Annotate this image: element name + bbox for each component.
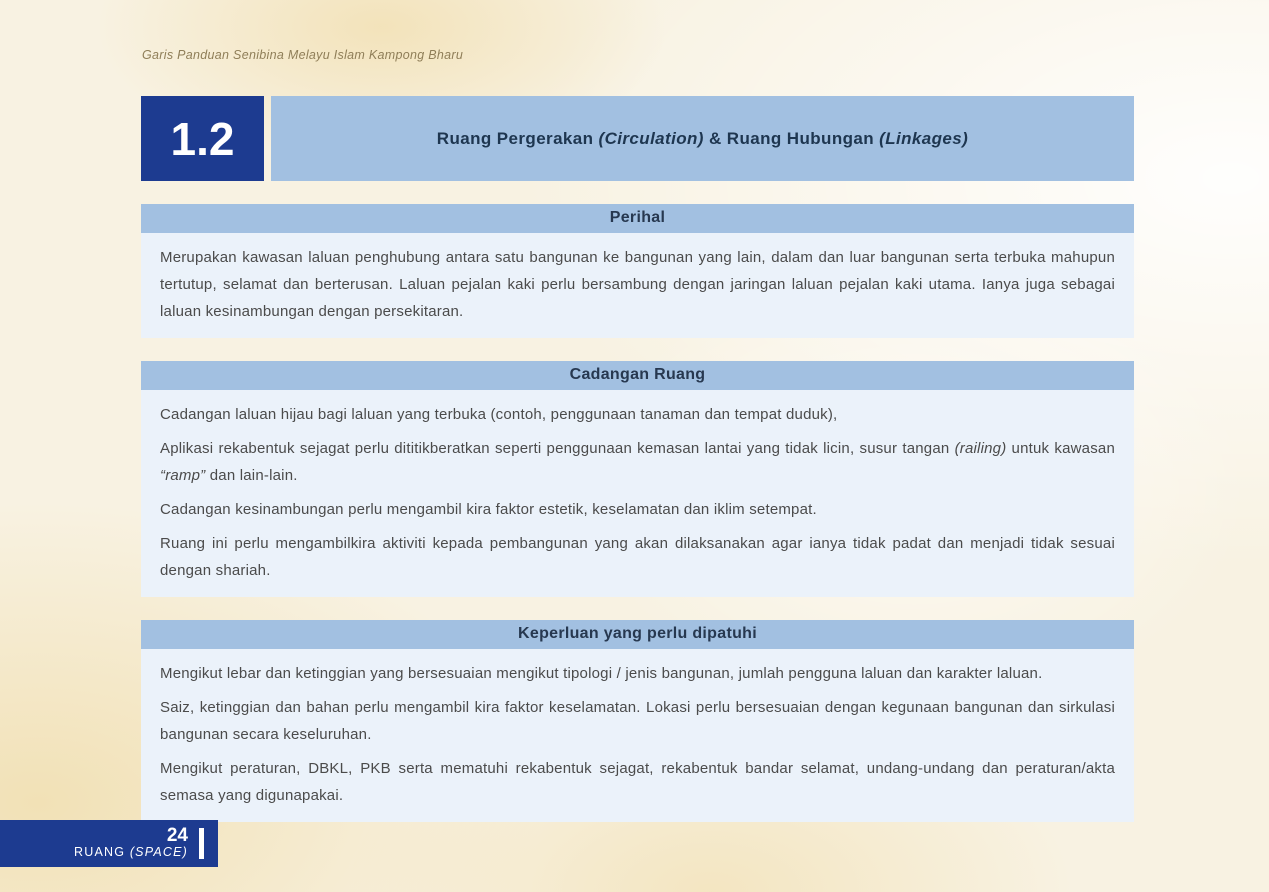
section-heading: Cadangan Ruang bbox=[141, 361, 1134, 390]
paragraph: Aplikasi rekabentuk sejagat perlu dititikberatkan seperti penggunaan kemasan lantai yang tidak licin, susur tangan (railing) untuk kawasan “ramp” dan lain-lain. bbox=[160, 440, 1116, 484]
footer-section-label: RUANG (SPACE) bbox=[73, 845, 188, 859]
running-header: Garis Panduan Senibina Melayu Islam Kampong Bharu bbox=[142, 48, 464, 62]
paragraph: Cadangan kesinambungan perlu mengambil kira faktor estetik, keselamatan dan iklim setempat. bbox=[160, 501, 817, 518]
page-footer bbox=[0, 820, 218, 867]
footer-text bbox=[74, 827, 188, 860]
section-body bbox=[141, 390, 1134, 597]
paragraph: Ruang ini perlu mengambilkira aktiviti kepada pembangunan yang akan dilaksanakan agar ianya tidak padat dan menjadi tidak sesuai dengan shariah. bbox=[160, 535, 1115, 579]
section-number: 1.2 bbox=[170, 112, 235, 165]
section-cadangan-ruang bbox=[141, 361, 1134, 597]
section-heading: Keperluan yang perlu dipatuhi bbox=[141, 620, 1134, 649]
section-number-box bbox=[141, 96, 264, 181]
section-title-text: Ruang Pergerakan (Circulation) & Ruang Hubungan (Linkages) bbox=[436, 128, 969, 148]
section-title-row bbox=[141, 96, 1134, 181]
section-body bbox=[141, 233, 1134, 338]
paragraph: Mengikut peraturan, DBKL, PKB serta mematuhi rekabentuk sejagat, rekabentuk bandar selamat, undang-undang dan peraturan/akta semasa yang digunapakai. bbox=[160, 760, 1115, 804]
section-title-bar bbox=[271, 96, 1134, 181]
page-content bbox=[141, 96, 1134, 822]
paragraph: Mengikut lebar dan ketinggian yang bersesuaian mengikut tipologi / jenis bangunan, jumlah pengguna laluan dan karakter laluan. bbox=[160, 665, 1043, 682]
section-perihal bbox=[141, 204, 1134, 338]
paragraph: Saiz, ketinggian dan bahan perlu mengambil kira faktor keselamatan. Lokasi perlu bersesuaian dengan kegunaan bangunan dan sirkulasi bangunan secara keseluruhan. bbox=[160, 699, 1115, 743]
section-keperluan bbox=[141, 620, 1134, 822]
section-body bbox=[141, 649, 1134, 822]
paragraph: Merupakan kawasan laluan penghubung antara satu bangunan ke bangunan yang lain, dalam dan luar bangunan serta terbuka mahupun tertutup, selamat dan berterusan. Laluan pejalan kaki perlu bersambung dengan jaringan laluan pejalan kaki utama. Ianya juga sebagai laluan kesinambungan dengan persekitaran. bbox=[160, 249, 1115, 320]
page-number: 24 bbox=[166, 825, 188, 846]
paragraph: Cadangan laluan hijau bagi laluan yang terbuka (contoh, penggunaan tanaman dan tempat duduk), bbox=[160, 406, 838, 423]
footer-divider-bar bbox=[199, 828, 204, 859]
section-heading: Perihal bbox=[141, 204, 1134, 233]
